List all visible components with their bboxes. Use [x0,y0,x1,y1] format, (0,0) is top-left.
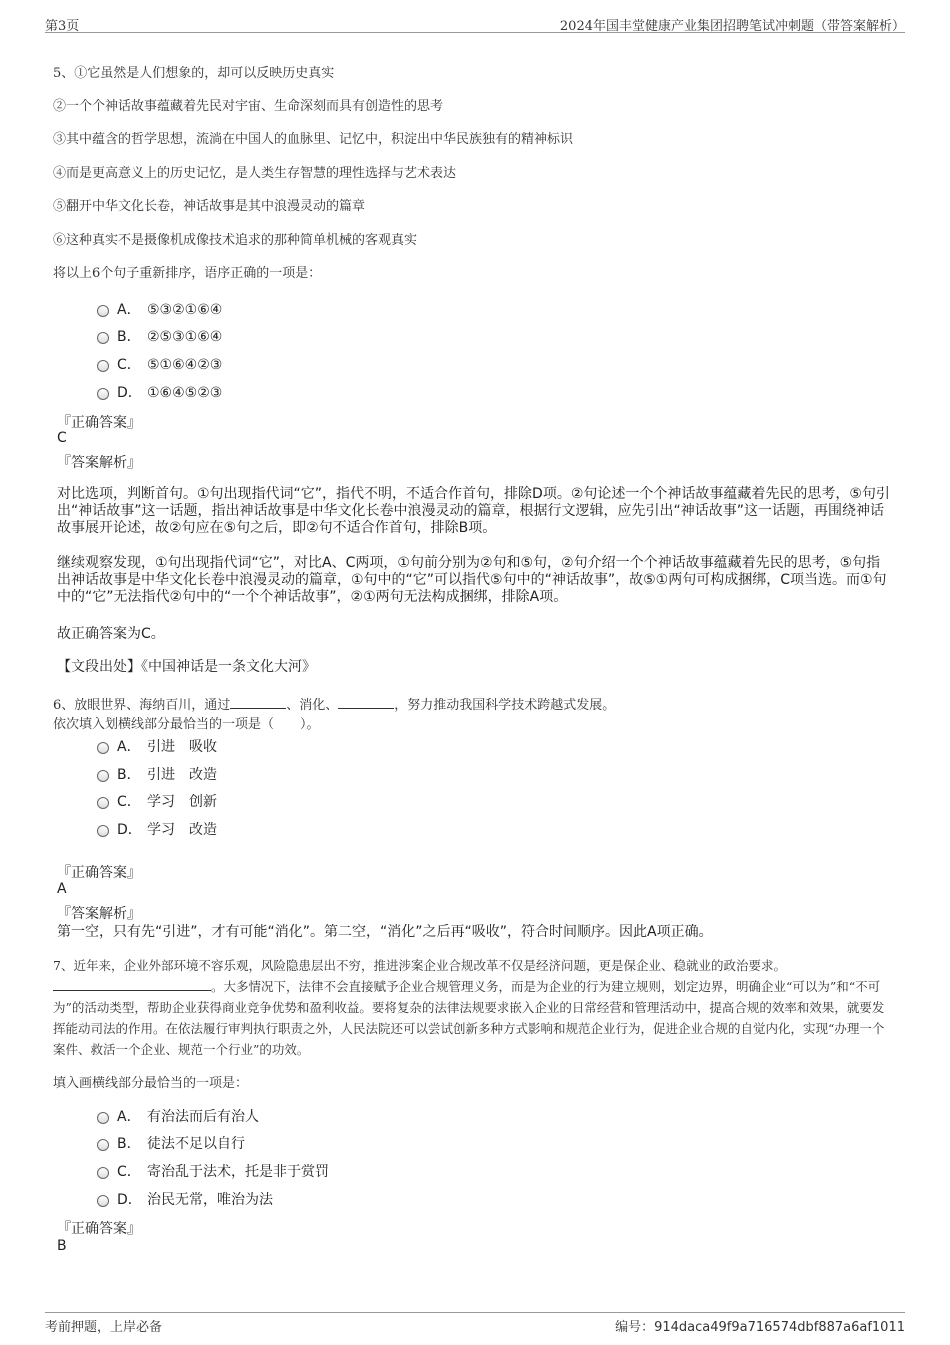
q6-option-d[interactable]: D． 学习 改造 [97,819,217,839]
q5-option-d[interactable]: D． ①⑥④⑤②③ [97,382,222,402]
q7-option-d[interactable]: D． 治民无常，唯治为法 [97,1189,273,1209]
q5-sentence-4: ④而是更高意义上的历史记忆，是人类生存智慧的理性选择与艺术表达 [53,166,457,181]
q5-analysis-label: 『答案解析』 [57,455,141,471]
radio-icon[interactable] [97,1112,109,1124]
q6-stem: 6、放眼世界、海纳百川，通过 、消化、 ，努力推动我国科学技术跨越式发展。 [53,698,616,713]
q5-sentence-5: ⑤翻开中华文化长卷，神话故事是其中浪漫灵动的篇章 [53,199,366,214]
footer-code: 编号：914daca49f9a716574dbf887a6af1011 [615,1320,905,1335]
q6-option-c[interactable]: C． 学习 创新 [97,791,217,811]
radio-icon[interactable] [97,360,109,372]
page-header [45,10,905,33]
q6-analysis-label: 『答案解析』 [57,906,141,922]
radio-icon[interactable] [97,332,109,344]
q5-option-b[interactable]: B． ②⑤③①⑥④ [97,326,222,346]
q7-option-c[interactable]: C． 寄治乱于法术，托是非于赏罚 [97,1161,329,1181]
q5-option-c[interactable]: C． ⑤①⑥④②③ [97,354,222,374]
radio-icon[interactable] [97,1195,109,1207]
q5-sentence-2: ②一个个神话故事蕴藏着先民对宇宙、生命深刻而具有创造性的思考 [53,99,444,114]
blank-1 [230,696,286,709]
footer-slogan: 考前押题，上岸必备 [45,1320,163,1335]
radio-icon[interactable] [97,1167,109,1179]
q7-option-b[interactable]: B． 徒法不足以自行 [97,1133,245,1153]
radio-icon[interactable] [97,388,109,400]
q5-analysis-p1: 对比选项，判断首句。①句出现指代词“它”，指代不明，不适合作首句，排除D项。②句论述一个个神话故事蕴藏着先民的思考，⑤句引出“神话故事”这一话题，指出神话故事是中华文化长卷中浪漫灵动的篇章，根据行文逻辑，应先引出“神话故事”这一话题，再围绕神话故事展开论述，故②句应在⑤句之后，即②句不适合作首句，排除B项。 [57,486,890,536]
q5-option-a[interactable]: A． ⑤③②①⑥④ [97,299,222,319]
q5-source: 【文段出处】《中国神话是一条文化大河》 [57,659,316,675]
radio-icon[interactable] [97,770,109,782]
q5-answer-label: 『正确答案』 [57,415,141,431]
q6-prompt: 依次填入划横线部分最恰当的一项是（ ）。 [53,717,320,732]
q5-answer: C [57,430,67,446]
q5-analysis-p3: 故正确答案为C。 [57,626,165,642]
q6-option-b[interactable]: B． 引进 改造 [97,764,217,784]
q7-answer: B [57,1238,67,1254]
q5-analysis-p2: 继续观察发现，①句出现指代词“它”，对比A、C两项，①句前分别为②句和⑤句，②句介绍一个个神话故事蕴藏着先民的思考，⑤句指出神话故事是中华文化长卷中浪漫灵动的篇章，①句中的“它”可以指代⑤句中的“神话故事”，故⑤①两句可构成捆绑，C项当选。而①句中的“它”无法指代②句中的“一个个神话故事”，②①两句无法构成捆绑，排除A项。 [57,555,887,605]
blank-q7 [53,978,211,991]
radio-icon[interactable] [97,305,109,317]
blank-2 [338,696,394,709]
q5-sentence-6: ⑥这种真实不是摄像机成像技术追求的那种简单机械的客观真实 [53,233,418,248]
q5-sentence-1: 5、①它虽然是人们想象的，却可以反映历史真实 [53,66,335,81]
q6-answer-label: 『正确答案』 [57,865,141,881]
radio-icon[interactable] [97,825,109,837]
doc-title: 2024年国丰堂健康产业集团招聘笔试冲刺题（带答案解析） [559,19,905,34]
q5-sentence-3: ③其中蕴含的哲学思想，流淌在中国人的血脉里、记忆中，积淀出中华民族独有的精神标识 [53,132,574,147]
q6-option-a[interactable]: A． 引进 吸收 [97,736,217,756]
q7-option-a[interactable]: A． 有治法而后有治人 [97,1106,259,1126]
q5-prompt: 将以上6个句子重新排序，语序正确的一项是： [53,266,322,281]
q6-answer: A [57,881,67,897]
q7-answer-label: 『正确答案』 [57,1221,141,1237]
radio-icon[interactable] [97,797,109,809]
radio-icon[interactable] [97,742,109,754]
q6-analysis: 第一空，只有先“引进”，才有可能“消化”。第二空，“消化”之后再“吸收”，符合时间顺序。因此A项正确。 [57,924,713,940]
page-label: 第3页 [45,19,80,34]
q7-stem: 7、近年来，企业外部环境不容乐观，风险隐患层出不穷，推进涉案企业合规改革不仅是经济问题，更是保企业、稳就业的政治要求。 。大多情况下，法律不会直接赋予企业合规管理义务，而是为企业的行为建立规则，划定边界，明确企业“可以为”和“不可为”的活动类型，帮助企业获得商业竞争优势和盈利收益。要将复杂的法律法规要求嵌入企业的日常经营和管理活动中，提高合规的效率和效果，就要发挥能动司法的作用。在依法履行审判执行职责之外，人民法院还可以尝试创新多种方式影响和规范企业行为，促进企业合规的自觉内化，实现“办理一个案件、救活一个企业、规范一个行业”的功效。 [53,958,885,1057]
q7-prompt: 填入画横线部分最恰当的一项是： [53,1076,249,1091]
page-footer [45,1312,905,1335]
radio-icon[interactable] [97,1139,109,1151]
